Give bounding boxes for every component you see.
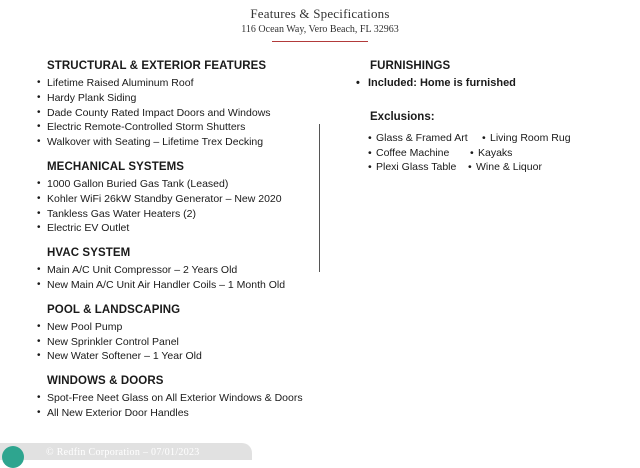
list-item: • Electric EV Outlet: [47, 221, 317, 236]
list-item: • New Pool Pump: [47, 320, 317, 335]
watermark-bar: [0, 443, 252, 460]
feature-list: [47, 320, 317, 364]
exclusions-row: [370, 160, 630, 175]
exclusions-row: [370, 131, 630, 146]
furnishings-item: • Included: Home is furnished: [368, 77, 630, 89]
left-column: [47, 60, 317, 432]
section-pool-landscaping: [47, 304, 317, 364]
document-header: [0, 6, 640, 42]
section-heading: MECHANICAL SYSTEMS: [47, 160, 185, 173]
list-item: • Walkover with Seating – Lifetime Trex Decking: [47, 135, 317, 150]
list-item: • Main A/C Unit Compressor – 2 Years Old: [47, 263, 317, 278]
list-item: • Kohler WiFi 26kW Standby Generator – New 2020: [47, 192, 317, 207]
right-column: [370, 60, 630, 175]
list-item: • Lifetime Raised Aluminum Roof: [47, 76, 317, 91]
feature-list: [47, 263, 317, 293]
list-item: • Tankless Gas Water Heaters (2): [47, 207, 317, 222]
section-heading: STRUCTURAL & EXTERIOR FEATURES: [47, 60, 267, 72]
watermark-text: © Redfin Corporation – 07/01/2023: [46, 447, 200, 458]
list-item: • 1000 Gallon Buried Gas Tank (Leased): [47, 177, 317, 192]
list-item: • New Water Softener – 1 Year Old: [47, 349, 317, 364]
section-structural-exterior: [47, 60, 317, 150]
list-item: • New Sprinkler Control Panel: [47, 335, 317, 350]
feature-list: [47, 391, 317, 421]
exclusion-item: • Wine & Liquor: [470, 160, 542, 175]
section-heading: POOL & LANDSCAPING: [47, 303, 181, 316]
feature-list: [47, 177, 317, 236]
list-item: • Hardy Plank Siding: [47, 91, 317, 106]
feature-list: [47, 76, 317, 150]
section-heading: WINDOWS & DOORS: [47, 375, 164, 388]
exclusion-item: • Coffee Machine: [370, 146, 472, 161]
list-item: • Spot-Free Neet Glass on All Exterior Windows & Doors: [47, 391, 317, 406]
section-heading: HVAC SYSTEM: [47, 247, 131, 260]
exclusion-item: • Kayaks: [472, 146, 512, 161]
column-divider: [319, 124, 320, 272]
document-title: Features & Specifications: [250, 6, 390, 21]
list-item: • All New Exterior Door Handles: [47, 406, 317, 421]
section-mechanical: [47, 161, 317, 236]
property-address: 116 Ocean Way, Vero Beach, FL 32963: [241, 24, 399, 35]
redfin-logo-icon: [2, 446, 24, 468]
list-item: • Electric Remote-Controlled Storm Shutters: [47, 120, 317, 135]
exclusions-heading: Exclusions:: [370, 111, 435, 123]
title-underline: [272, 41, 368, 42]
exclusion-item: • Living Room Rug: [484, 131, 571, 146]
exclusions-row: [370, 146, 630, 161]
section-windows-doors: [47, 375, 317, 421]
exclusion-item: • Glass & Framed Art: [370, 131, 484, 146]
list-item: • New Main A/C Unit Air Handler Coils – 1 Month Old: [47, 278, 317, 293]
list-item: • Dade County Rated Impact Doors and Windows: [47, 106, 317, 121]
furnishings-heading: FURNISHINGS: [370, 60, 451, 72]
exclusion-item: • Plexi Glass Table: [370, 160, 470, 175]
section-hvac: [47, 247, 317, 293]
